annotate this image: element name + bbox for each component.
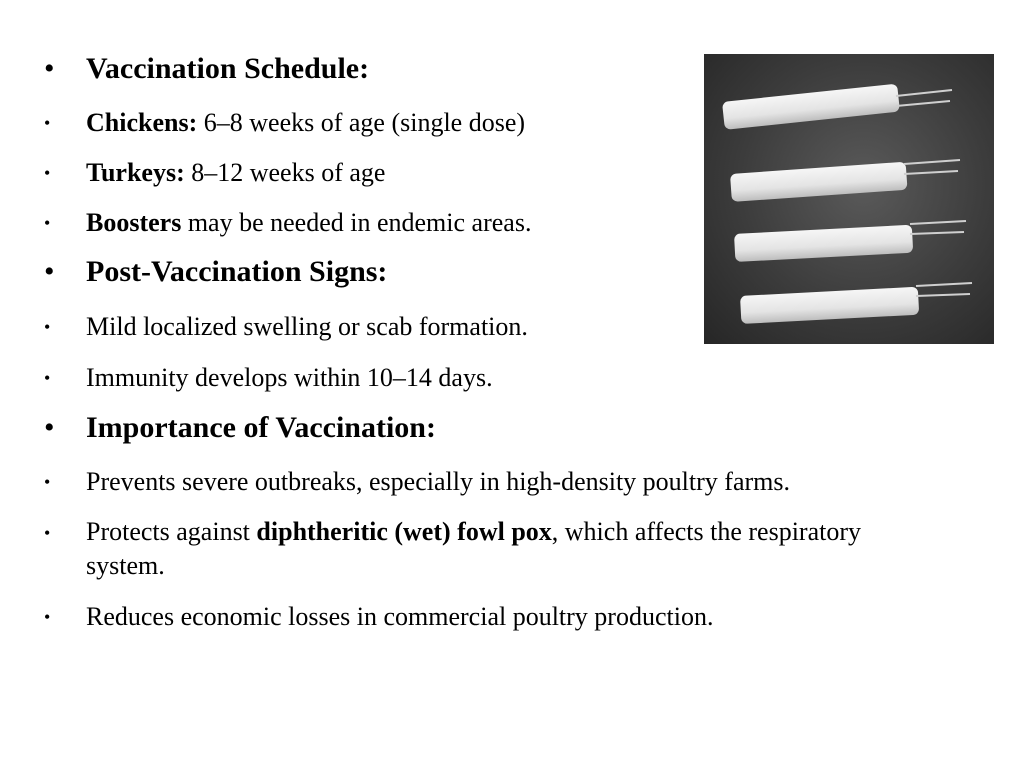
list-item-outbreaks: Prevents severe outbreaks, especially in high-density poultry farms.: [86, 467, 790, 496]
list-item-boosters: [86, 208, 531, 238]
list-item-turkeys: [86, 158, 385, 188]
sub-bullet: •: [44, 213, 51, 233]
applicator-photo: [704, 54, 994, 344]
main-bullet-2: •: [44, 255, 55, 288]
applicator-4: [740, 283, 972, 324]
label-turkeys: Turkeys:: [86, 158, 185, 187]
list-item-swelling: Mild localized swelling or scab formation.: [86, 312, 528, 341]
text-turkeys: 8–12 weeks of age: [184, 158, 386, 187]
wing-web-applicator-icon: [704, 54, 994, 344]
sub-bullet: •: [44, 523, 51, 543]
heading-importance-of-vaccination: Importance of Vaccination:: [86, 411, 436, 444]
applicator-2: [730, 160, 960, 202]
list-item-diphtheritic: [86, 515, 946, 583]
main-bullet-3: •: [44, 411, 55, 444]
list-item-chickens: [86, 108, 525, 138]
text-chickens: 6–8 weeks of age (single dose): [197, 108, 526, 137]
main-bullet-1: •: [44, 52, 55, 85]
sub-bullet: •: [44, 113, 51, 133]
applicator-3: [734, 221, 966, 262]
list-item-economic-losses: Reduces economic losses in commercial poultry production.: [86, 602, 714, 631]
text-protects-after: , which affects the respiratory system.: [86, 517, 862, 580]
text-protects-before: Protects against: [86, 517, 257, 546]
sub-bullet: •: [44, 368, 51, 388]
sub-bullet: •: [44, 607, 51, 627]
sub-bullet: •: [44, 163, 51, 183]
sub-bullet: •: [44, 317, 51, 337]
heading-vaccination-schedule: Vaccination Schedule:: [86, 52, 370, 85]
sub-bullet: •: [44, 472, 51, 492]
heading-post-vaccination-signs: Post-Vaccination Signs:: [86, 255, 388, 288]
text-boosters: may be needed in endemic areas.: [181, 208, 532, 237]
label-chickens: Chickens:: [86, 108, 198, 137]
label-diphtheritic: diphtheritic (wet) fowl pox: [256, 517, 552, 546]
list-item-immunity: Immunity develops within 10–14 days.: [86, 363, 493, 392]
applicator-1: [722, 84, 952, 130]
label-boosters: Boosters: [86, 208, 182, 237]
